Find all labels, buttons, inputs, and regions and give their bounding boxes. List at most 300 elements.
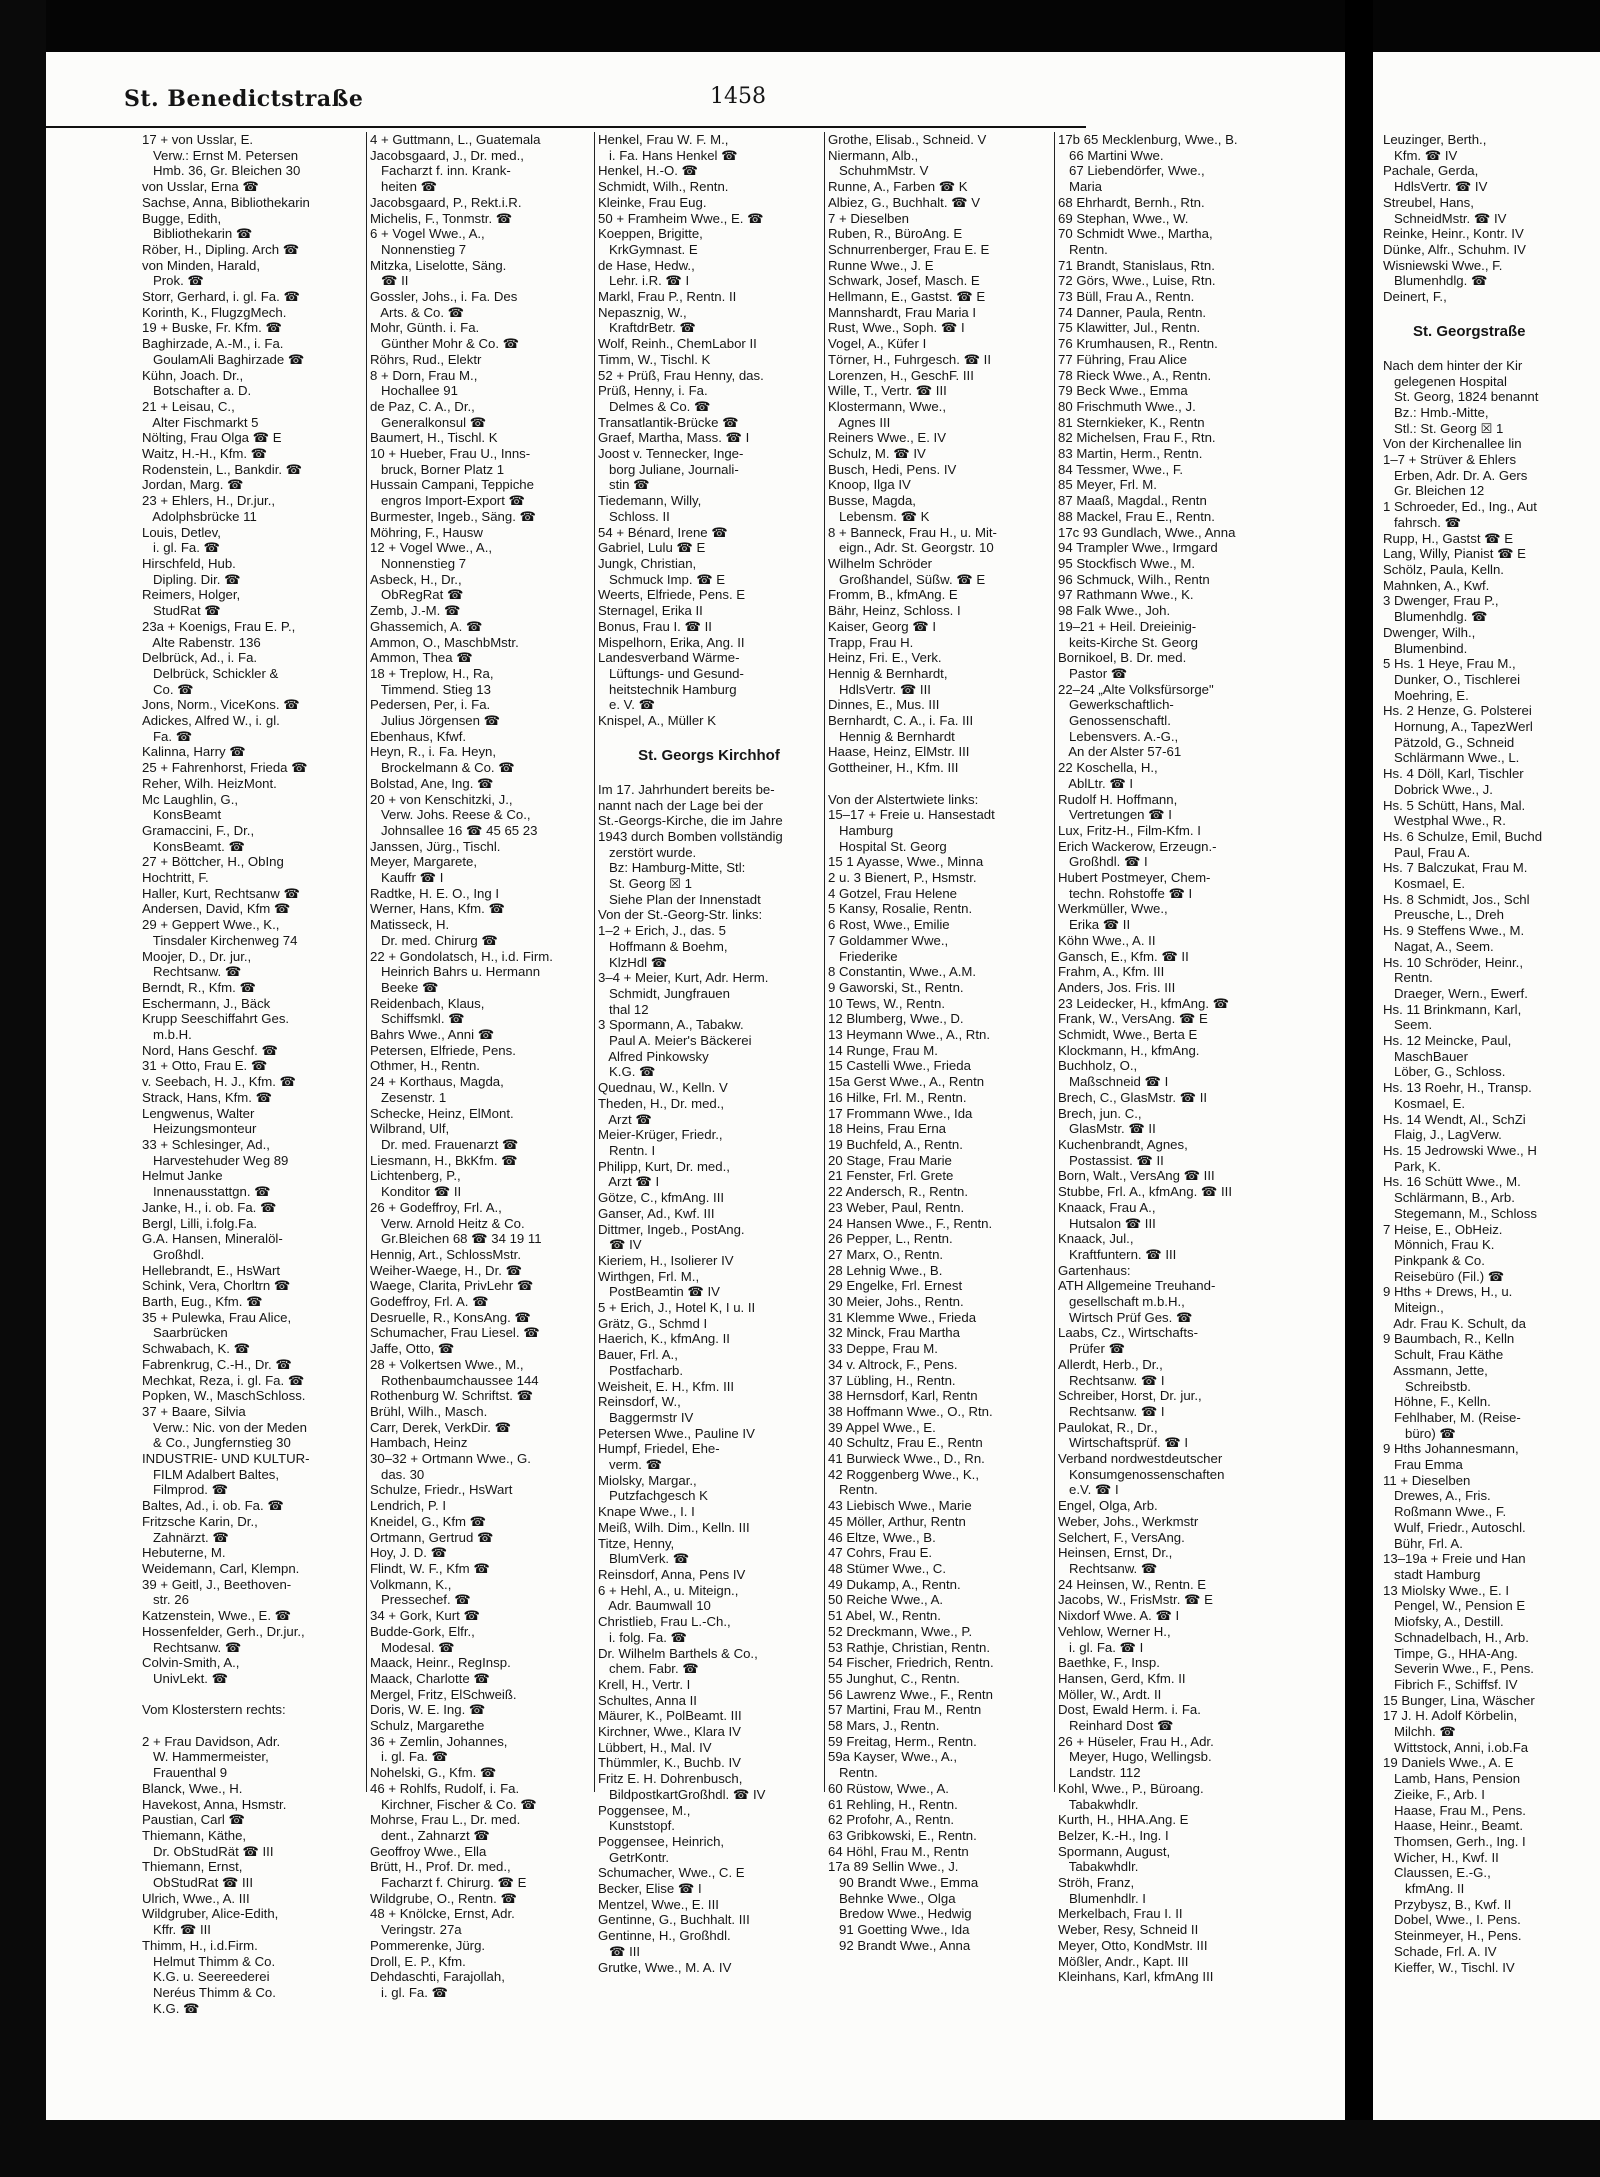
directory-entry: 82 Michelsen, Frau F., Rtn. bbox=[1058, 430, 1216, 446]
directory-entry: Hs. 4 Döll, Karl, Tischler bbox=[1383, 766, 1524, 782]
directory-entry: Belzer, K.-H., Ing. I bbox=[1058, 1827, 1169, 1843]
directory-entry: Rupp, H., Gastst ☎ E bbox=[1383, 530, 1514, 546]
directory-entry: techn. Rohstoffe ☎ I bbox=[1058, 885, 1193, 901]
directory-entry: Arts. & Co. ☎ bbox=[370, 304, 465, 320]
directory-entry: Przybysz, B., Kwf. II bbox=[1383, 1896, 1512, 1912]
directory-entry: HdlsVertr. ☎ III bbox=[828, 681, 931, 697]
directory-entry: Henkel, H.-O. ☎ bbox=[598, 163, 698, 179]
directory-entry: Hmb. 36, Gr. Bleichen 30 bbox=[142, 163, 301, 179]
directory-entry: Petersen, Elfriede, Pens. bbox=[370, 1042, 516, 1058]
directory-entry: Hs. 6 Schulze, Emil, Buchd bbox=[1383, 828, 1543, 844]
directory-entry: 68 Ehrhardt, Bernh., Rtn. bbox=[1058, 194, 1205, 210]
directory-entry: Lebensvers. A.-G., bbox=[1058, 728, 1179, 744]
directory-entry: Prüfer ☎ bbox=[1058, 1341, 1125, 1357]
directory-entry: Erben, Adr. Dr. A. Gers bbox=[1383, 467, 1528, 483]
directory-entry: Burmester, Ingeb., Säng. ☎ bbox=[370, 508, 536, 524]
directory-entry: Knaack, Frau A., bbox=[1058, 1199, 1156, 1215]
directory-entry: str. 26 bbox=[142, 1592, 189, 1608]
directory-entry: Graef, Martha, Mass. ☎ I bbox=[598, 430, 750, 446]
directory-entry: Nonnenstieg 7 bbox=[370, 241, 467, 257]
directory-entry: 16 Hilke, Frl. M., Rentn. bbox=[828, 1089, 967, 1105]
directory-entry: Preusche, L., Dreh bbox=[1383, 907, 1504, 923]
directory-entry: Titze, Henny, bbox=[598, 1535, 675, 1551]
directory-entry: 10 Tews, W., Rentn. bbox=[828, 995, 946, 1011]
directory-entry: Ghassemich, A. ☎ bbox=[370, 618, 483, 634]
directory-entry: Louis, Detlev, bbox=[142, 524, 221, 540]
directory-entry: Jacobs, W., FrisMstr. ☎ E bbox=[1058, 1592, 1213, 1608]
directory-entry: Landesverband Wärme- bbox=[598, 650, 740, 666]
directory-entry: Hennig, Art., SchlossMstr. bbox=[370, 1246, 521, 1262]
directory-entry: 98 Falk Wwe., Joh. bbox=[1058, 603, 1171, 619]
directory-entry: Möller, W., Ardt. II bbox=[1058, 1686, 1162, 1702]
directory-entry: Facharzt f. Chirurg. ☎ E bbox=[370, 1875, 527, 1891]
directory-entry: Weisheit, E. H., Kfm. III bbox=[598, 1378, 735, 1394]
directory-entry: Arzt ☎ bbox=[598, 1111, 652, 1127]
directory-entry: Ammon, O., MaschbMstr. bbox=[370, 634, 519, 650]
directory-entry: Hs. 16 Schütt Wwe., M. bbox=[1383, 1174, 1521, 1190]
directory-entry: Wittstock, Anni, i.ob.Fa bbox=[1383, 1739, 1529, 1755]
directory-entry: Haase, Frau M., Pens. bbox=[1383, 1802, 1526, 1818]
column-divider bbox=[366, 132, 367, 1792]
directory-entry: Von der Alstertwiete links: bbox=[828, 791, 979, 807]
directory-entry: Spormann, August, bbox=[1058, 1843, 1171, 1859]
directory-entry: Schmuck Imp. ☎ E bbox=[598, 571, 726, 587]
directory-entry: 8 + Dorn, Frau M., bbox=[370, 367, 478, 383]
directory-entry bbox=[598, 729, 820, 745]
directory-entry: Schiffsmkl. ☎ bbox=[370, 1011, 465, 1027]
directory-entry: Gottheiner, H., Kfm. III bbox=[828, 760, 959, 776]
directory-entry: 69 Stephan, Wwe., W. bbox=[1058, 210, 1189, 226]
directory-entry: Kühn, Joach. Dr., bbox=[142, 367, 244, 383]
directory-entry: 76 Krumhausen, R., Rentn. bbox=[1058, 336, 1218, 352]
directory-entry: 24 + Korthaus, Magda, bbox=[370, 1074, 504, 1090]
directory-entry: Saarbrücken bbox=[142, 1325, 228, 1341]
directory-entry: Ortmann, Gertrud ☎ bbox=[370, 1529, 494, 1545]
directory-entry: Hs. 10 Schröder, Heinr., bbox=[1383, 954, 1523, 970]
directory-entry: Schulz, Margarethe bbox=[370, 1718, 485, 1734]
directory-entry: Miolsky, Margar., bbox=[598, 1472, 697, 1488]
directory-entry: Klostermann, Wwe., bbox=[828, 398, 946, 414]
directory-entry: Knoop, Ilga IV bbox=[828, 477, 911, 493]
directory-entry: Prüß, Henny, i. Fa. bbox=[598, 383, 708, 399]
directory-entry: Helmut Thimm & Co. bbox=[142, 1953, 276, 1969]
directory-entry: Poggensee, M., bbox=[598, 1802, 691, 1818]
directory-entry: 1–2 + Erich, J., das. 5 bbox=[598, 923, 726, 939]
directory-entry: 33 + Schlesinger, Ad., bbox=[142, 1137, 270, 1152]
directory-entry: Großhandel, Süßw. ☎ E bbox=[828, 571, 986, 587]
directory-entry: Bernhardt, C. A., i. Fa. III bbox=[828, 713, 974, 729]
directory-entry: büro) ☎ bbox=[1383, 1425, 1456, 1441]
directory-entry: Theden, H., Dr. med., bbox=[598, 1095, 725, 1111]
directory-entry: Im 17. Jahrhundert bereits be- bbox=[598, 781, 775, 797]
directory-entry: Grothe, Elisab., Schneid. V bbox=[828, 132, 987, 147]
directory-entry: Kalinna, Harry ☎ bbox=[142, 744, 246, 760]
directory-entry: 7 Heise, E., ObHeiz. bbox=[1383, 1221, 1503, 1237]
directory-entry: Rentn. bbox=[828, 1765, 878, 1781]
directory-entry: St.-Georgs-Kirche, die im Jahre bbox=[598, 813, 783, 829]
directory-entry: Anders, Jos. Fris. III bbox=[1058, 979, 1176, 995]
directory-entry: Jaffe, Otto, ☎ bbox=[370, 1341, 455, 1357]
directory-entry: Röhrs, Rud., Elektr bbox=[370, 351, 482, 367]
directory-entry: Tinsdaler Kirchenweg 74 bbox=[142, 932, 298, 948]
directory-entry: Schmidt, Wwe., Berta E bbox=[1058, 1027, 1198, 1043]
directory-entry: Pengel, W., Pension E bbox=[1383, 1598, 1526, 1614]
directory-entry: Beeke ☎ bbox=[370, 979, 439, 995]
directory-entry: Dr. ObStudRät ☎ III bbox=[142, 1843, 274, 1859]
directory-entry: Gartenhaus: bbox=[1058, 1262, 1131, 1278]
directory-entry: Rechtsanw. ☎ I bbox=[1058, 1403, 1165, 1419]
directory-entry: Bonus, Frau I. ☎ II bbox=[598, 618, 712, 634]
directory-entry: Laabs, Cz., Wirtschafts- bbox=[1058, 1325, 1198, 1341]
directory-entry: Kffr. ☎ III bbox=[142, 1922, 211, 1938]
directory-entry: Frauenthal 9 bbox=[142, 1765, 228, 1781]
directory-entry: 12 + Vogel Wwe., A., bbox=[370, 540, 493, 556]
directory-entry: AblLtr. ☎ I bbox=[1058, 775, 1134, 791]
directory-entry: Rudolf H. Hoffmann, bbox=[1058, 791, 1178, 807]
directory-entry: Koeppen, Brigitte, bbox=[598, 226, 703, 242]
directory-entry: de Paz, C. A., Dr., bbox=[370, 398, 475, 414]
directory-entry: 18 Heins, Frau Erna bbox=[828, 1121, 947, 1137]
directory-entry: Dipling. Dir. ☎ bbox=[142, 571, 241, 587]
directory-entry: e. V. ☎ bbox=[598, 697, 655, 713]
directory-entry: 20 Stage, Frau Marie bbox=[828, 1152, 952, 1168]
directory-entry: Schlärmann Wwe., L. bbox=[1383, 750, 1520, 766]
directory-entry: Hochtritt, F. bbox=[142, 870, 209, 886]
directory-entry: ObRegRat ☎ bbox=[370, 587, 464, 603]
directory-entry: Hs. 9 Steffens Wwe., M. bbox=[1383, 923, 1525, 939]
directory-entry: 2 + Frau Davidson, Adr. bbox=[142, 1733, 281, 1749]
directory-entry: Dr. med. Frauenarzt ☎ bbox=[370, 1137, 519, 1152]
directory-entry: Hebuterne, M. bbox=[142, 1545, 226, 1561]
directory-entry: Meyer, Margarete, bbox=[370, 854, 478, 870]
directory-entry: K.G. u. Seereederei bbox=[142, 1969, 270, 1985]
header-rule bbox=[46, 126, 1086, 128]
directory-entry: 12 Blumberg, Wwe., D. bbox=[828, 1011, 964, 1027]
directory-entry: Gramaccini, F., Dr., bbox=[142, 822, 255, 838]
directory-entry: 10 + Hueber, Frau U., Inns- bbox=[370, 446, 531, 462]
directory-entry: 22 + Gondolatsch, H., i.d. Firm. bbox=[370, 948, 553, 964]
directory-entry: 96 Schmuck, Wilh., Rentn bbox=[1058, 571, 1210, 587]
directory-entry: 2 u. 3 Bienert, P., Hsmstr. bbox=[828, 870, 977, 886]
directory-entry: Harvestehuder Weg 89 bbox=[142, 1152, 289, 1168]
directory-entry: Dünke, Alfr., Schuhm. IV bbox=[1383, 241, 1526, 257]
directory-entry: Lengwenus, Walter bbox=[142, 1105, 255, 1121]
right-page-column bbox=[1383, 132, 1600, 1975]
directory-entry: Adickes, Alfred W., i. gl. bbox=[142, 713, 280, 729]
directory-entry: Schumacher, Wwe., C. E bbox=[598, 1865, 745, 1881]
directory-entry bbox=[598, 766, 820, 782]
directory-entry: Mäurer, K., PolBeamt. III bbox=[598, 1708, 742, 1724]
directory-entry: Frahm, A., Kfm. III bbox=[1058, 964, 1165, 980]
directory-entry: Maack, Heinr., RegInsp. bbox=[370, 1655, 511, 1671]
directory-entry: 54 Fischer, Friedrich, Rentn. bbox=[828, 1655, 994, 1671]
directory-entry: Mohrse, Frau L., Dr. med. bbox=[370, 1812, 521, 1828]
directory-entry: Draeger, Wern., Ewerf. bbox=[1383, 985, 1528, 1001]
directory-entry: Reimers, Holger, bbox=[142, 587, 241, 603]
directory-entry: Heinrich Bahrs u. Hermann bbox=[370, 964, 541, 980]
directory-entry: 21 Fenster, Frl. Grete bbox=[828, 1168, 954, 1184]
directory-entry: Othmer, H., Rentn. bbox=[370, 1058, 480, 1074]
directory-entry: Katzenstein, Wwe., E. ☎ bbox=[142, 1608, 292, 1624]
directory-entry: 19 Daniels Wwe., A. E bbox=[1383, 1755, 1514, 1771]
directory-entry: Von der St.-Georg-Str. links: bbox=[598, 907, 763, 923]
directory-entry: Hochallee 91 bbox=[370, 383, 458, 399]
directory-entry: Hossenfelder, Gerh., Dr.jur., bbox=[142, 1623, 305, 1639]
directory-entry: Gewerkschaftlich- bbox=[1058, 697, 1174, 713]
directory-entry: Schink, Vera, Chorltrn ☎ bbox=[142, 1278, 291, 1294]
directory-entry: 28 + Volkertsen Wwe., M., bbox=[370, 1356, 524, 1372]
directory-entry: Kohl, Wwe., P., Büroang. bbox=[1058, 1780, 1204, 1796]
directory-entry: Kuchenbrandt, Agnes, bbox=[1058, 1137, 1188, 1152]
directory-entry: e.V. ☎ I bbox=[1058, 1482, 1119, 1498]
directory-entry: 81 Sternkieker, K., Rentn bbox=[1058, 414, 1205, 430]
directory-entry: FILM Adalbert Baltes, bbox=[142, 1466, 280, 1482]
directory-entry: Dr. Wilhelm Barthels & Co., bbox=[598, 1645, 758, 1661]
directory-entry: 50 + Framheim Wwe., E. ☎ bbox=[598, 210, 764, 226]
directory-entry: Pinkpank & Co. bbox=[1383, 1252, 1485, 1268]
directory-entry: Becker, Elise ☎ I bbox=[598, 1881, 702, 1897]
directory-entry: Knaack, Jul., bbox=[1058, 1231, 1134, 1247]
directory-entry: Ulrich, Wwe., A. III bbox=[142, 1890, 250, 1906]
directory-entry: Kieriem, H., Isolierer IV bbox=[598, 1252, 734, 1268]
directory-entry: kfmAng. II bbox=[1383, 1881, 1465, 1897]
directory-entry: KrkGymnast. E bbox=[598, 241, 698, 257]
directory-entry: Paulokat, R., Dr., bbox=[1058, 1419, 1158, 1435]
directory-entry: dent., Zahnarzt ☎ bbox=[370, 1827, 490, 1843]
directory-entry: 72 Görs, Wwe., Luise, Rtn. bbox=[1058, 273, 1216, 289]
directory-entry: Hambach, Heinz bbox=[370, 1435, 468, 1451]
column-2 bbox=[370, 132, 590, 2112]
directory-entry: GoulamAli Baghirzade ☎ bbox=[142, 351, 305, 367]
directory-entry: Wilbrand, Ulf, bbox=[370, 1121, 450, 1137]
column-divider bbox=[824, 132, 825, 1792]
directory-entry: 15 1 Ayasse, Wwe., Minna bbox=[828, 854, 984, 870]
directory-entry: Delbrück, Ad., i. Fa. bbox=[142, 650, 258, 666]
directory-entry: Andersen, David, Kfm ☎ bbox=[142, 901, 291, 917]
directory-entry: 88 Mackel, Frau E., Rentn. bbox=[1058, 508, 1215, 524]
directory-entry: Barth, Eug., Kfm. ☎ bbox=[142, 1294, 263, 1310]
directory-entry: Kieffer, W., Tischl. IV bbox=[1383, 1959, 1515, 1975]
directory-entry: 8 + Banneck, Frau H., u. Mit- bbox=[828, 524, 997, 540]
directory-entry: Hellmann, E., Gastst. ☎ E bbox=[828, 289, 986, 305]
directory-entry: ☎ III bbox=[598, 1943, 641, 1959]
directory-entry: Mönnich, Frau K. bbox=[1383, 1237, 1495, 1253]
directory-entry: Ammon, Thea ☎ bbox=[370, 650, 473, 666]
directory-entry: 13 Miolsky Wwe., E. I bbox=[1383, 1582, 1510, 1598]
directory-entry: Julius Jörgensen ☎ bbox=[370, 713, 501, 729]
directory-entry: 71 Brandt, Stanislaus, Rtn. bbox=[1058, 257, 1215, 273]
directory-entry: 15 Bunger, Lina, Wäscher bbox=[1383, 1692, 1535, 1708]
directory-entry: Nord, Hans Geschf. ☎ bbox=[142, 1042, 278, 1058]
directory-entry: Kleinhans, Karl, kfmAng III bbox=[1058, 1969, 1214, 1985]
directory-entry: Weber, Johs., Werkmstr bbox=[1058, 1513, 1199, 1529]
directory-entry: Filmprod. ☎ bbox=[142, 1482, 229, 1498]
directory-entry: Genossenschaftl. bbox=[1058, 713, 1171, 729]
directory-entry: 8 Constantin, Wwe., A.M. bbox=[828, 964, 977, 980]
directory-entry: 28 Lehnig Wwe., B. bbox=[828, 1262, 943, 1278]
directory-entry: Schlärmann, B., Arb. bbox=[1383, 1190, 1515, 1206]
directory-entry: Schnadelbach, H., Arb. bbox=[1383, 1629, 1529, 1645]
directory-entry: Blumenbind. bbox=[1383, 640, 1468, 656]
directory-entry: Wirtschaftsprüf. ☎ I bbox=[1058, 1435, 1189, 1451]
directory-entry: 11 + Dieselben bbox=[1383, 1472, 1471, 1488]
directory-entry: Gentinne, G., Buchhalt. III bbox=[598, 1912, 750, 1928]
directory-entry: Vertretungen ☎ I bbox=[1058, 807, 1172, 823]
directory-entry: 1–7 + Strüver & Ehlers bbox=[1383, 452, 1517, 468]
directory-entry: Baggermstr IV bbox=[598, 1409, 694, 1425]
directory-entry: Drewes, A., Fris. bbox=[1383, 1488, 1491, 1504]
page-header bbox=[80, 80, 1320, 116]
directory-entry: 48 + Knölcke, Ernst, Adr. bbox=[370, 1906, 515, 1922]
directory-entry: Alte Rabenstr. 136 bbox=[142, 634, 261, 650]
directory-entry: Jordan, Marg. ☎ bbox=[142, 477, 244, 493]
directory-entry: 50 Reiche Wwe., A. bbox=[828, 1592, 944, 1608]
directory-entry: 24 Heinsen, W., Rentn. E bbox=[1058, 1576, 1207, 1592]
directory-entry: Schreibstb. bbox=[1383, 1378, 1471, 1394]
directory-entry: 94 Trampler Wwe., Irmgard bbox=[1058, 540, 1218, 556]
directory-entry: Co. ☎ bbox=[142, 681, 194, 697]
directory-entry: Kaiser, Georg ☎ I bbox=[828, 618, 937, 634]
directory-entry: Konsumgenossenschaften bbox=[1058, 1466, 1225, 1482]
directory-entry: Rechtsanw. ☎ I bbox=[1058, 1372, 1165, 1388]
directory-entry: Eschermann, J., Bäck bbox=[142, 995, 271, 1011]
directory-entry: Nonnenstieg 7 bbox=[370, 555, 467, 571]
directory-entry: Radtke, H. E. O., Ing I bbox=[370, 885, 499, 901]
directory-entry: Schmidt, Wilh., Rentn. bbox=[598, 179, 729, 195]
directory-entry: Werkmüller, Wwe., bbox=[1058, 901, 1168, 917]
directory-entry: Lang, Willy, Pianist ☎ E bbox=[1383, 546, 1526, 562]
directory-entry: Brech, jun. C., bbox=[1058, 1105, 1142, 1121]
directory-entry: 67 Liebendörfer, Wwe., bbox=[1058, 163, 1205, 179]
directory-entry: HdlsVertr. ☎ IV bbox=[1383, 179, 1488, 195]
directory-entry: 6 + Hehl, A., u. Miteign., bbox=[598, 1582, 739, 1598]
directory-entry: stin ☎ bbox=[598, 477, 650, 493]
directory-entry: Schwark, Josef, Masch. E bbox=[828, 273, 980, 289]
directory-entry: Vogel, A., Küfer I bbox=[828, 336, 927, 352]
directory-entry: Niermann, Alb., bbox=[828, 147, 919, 163]
directory-entry: Zieike, F., Arb. I bbox=[1383, 1786, 1485, 1802]
directory-entry: Waitz, H.-H., Kfm. ☎ bbox=[142, 446, 268, 462]
directory-entry: Reher, Wilh. HeizMont. bbox=[142, 775, 277, 791]
directory-entry: Höhne, F., Kelln. bbox=[1383, 1394, 1491, 1410]
directory-entry: Schultes, Anna II bbox=[598, 1692, 697, 1708]
directory-entry: Mahnken, A., Kwf. bbox=[1383, 577, 1490, 593]
directory-entry: engros Import-Export ☎ bbox=[370, 493, 525, 509]
directory-entry: Gr. Bleichen 12 bbox=[1383, 483, 1485, 499]
section-heading: St. Georgstraße bbox=[1413, 323, 1526, 341]
directory-entry: 23 + Ehlers, H., Dr.jur., bbox=[142, 493, 276, 509]
directory-entry: gesellschaft m.b.H., bbox=[1058, 1294, 1185, 1310]
directory-entry: Hs. 5 Schütt, Hans, Mal. bbox=[1383, 797, 1526, 813]
directory-entry: Meyer, Otto, KondMstr. III bbox=[1058, 1937, 1208, 1953]
directory-entry: 6 + Vogel Wwe., A., bbox=[370, 226, 485, 242]
directory-entry bbox=[828, 776, 1050, 792]
directory-entry: Adr. Frau K. Schult, da bbox=[1383, 1315, 1526, 1331]
directory-entry: Großhdl. ☎ I bbox=[1058, 854, 1148, 870]
directory-entry: Verw.: Nic. von der Meden bbox=[142, 1419, 307, 1435]
directory-entry: Röber, H., Dipling. Arch ☎ bbox=[142, 241, 300, 257]
directory-entry: 66 Martini Wwe. bbox=[1058, 147, 1164, 163]
directory-entry: Mitzka, Liselotte, Säng. bbox=[370, 257, 507, 273]
directory-entry: Tiedemann, Willy, bbox=[598, 493, 702, 509]
directory-entry: Dehdaschti, Farajollah, bbox=[370, 1969, 505, 1985]
directory-entry: Putzfachgesch K bbox=[598, 1488, 708, 1504]
directory-entry: Popken, W., MaschSchloss. bbox=[142, 1388, 306, 1404]
directory-entry: Brütt, H., Prof. Dr. med., bbox=[370, 1859, 511, 1875]
directory-entry: Hubert Postmeyer, Chem- bbox=[1058, 870, 1211, 886]
directory-entry: Wildgrube, O., Rentn. ☎ bbox=[370, 1890, 517, 1906]
directory-entry: Nepasznig, W., bbox=[598, 304, 687, 320]
directory-entry: Hs. 7 Balczukat, Frau M. bbox=[1383, 860, 1528, 876]
directory-entry: Budde-Gork, Elfr., bbox=[370, 1623, 475, 1639]
directory-entry: 80 Frischmuth Wwe., J. bbox=[1058, 398, 1196, 414]
directory-entry: 9 Hths Johannesmann, bbox=[1383, 1441, 1519, 1457]
directory-entry: von Minden, Harald, bbox=[142, 257, 261, 273]
directory-entry: Strack, Hans, Kfm. ☎ bbox=[142, 1089, 273, 1105]
directory-entry: Schumacher, Frau Liesel. ☎ bbox=[370, 1325, 540, 1341]
directory-entry: 17c 93 Gundlach, Wwe., Anna bbox=[1058, 524, 1236, 540]
directory-entry: Kurth, H., HHA.Ang. E bbox=[1058, 1812, 1189, 1828]
directory-entry: 62 Profohr, A., Rentn. bbox=[828, 1812, 955, 1828]
directory-entry: 9 Hths + Drews, H., u. bbox=[1383, 1284, 1513, 1300]
directory-entry: Maßschneid ☎ I bbox=[1058, 1074, 1169, 1090]
directory-entry: 4 Gotzel, Frau Helene bbox=[828, 885, 958, 901]
street-title: St. Benedictstraße bbox=[124, 86, 364, 112]
directory-entry: Schölz, Paula, Kelln. bbox=[1383, 561, 1504, 577]
directory-entry: Wildgruber, Alice-Edith, bbox=[142, 1906, 279, 1922]
directory-entry: Christlieb, Frau L.-Ch., bbox=[598, 1614, 731, 1630]
directory-entry: Hoy, J. D. ☎ bbox=[370, 1545, 447, 1561]
directory-entry: Hennig & Bernhardt, bbox=[828, 665, 948, 681]
directory-entry: Törner, H., Fuhrgesch. ☎ II bbox=[828, 351, 992, 367]
directory-entry: 5 Hs. 1 Heye, Frau M., bbox=[1383, 656, 1516, 672]
directory-entry: Frau Emma bbox=[1383, 1457, 1463, 1473]
directory-entry: Verw. Johs. Reese & Co., bbox=[370, 807, 531, 823]
directory-entry: Mößler, Andr., Kapt. III bbox=[1058, 1953, 1189, 1969]
directory-entry: Rodenstein, L., Bankdir. ☎ bbox=[142, 461, 303, 477]
directory-entry: 31 Klemme Wwe., Frieda bbox=[828, 1309, 977, 1325]
directory-entry: 15a Gerst Wwe., A., Rentn bbox=[828, 1074, 985, 1090]
directory-entry: Lehr. i.R. ☎ I bbox=[598, 273, 690, 289]
directory-entry: Hs. 2 Henze, G. Polsterei bbox=[1383, 703, 1532, 719]
directory-entry: Steinmeyer, H., Pens. bbox=[1383, 1928, 1522, 1944]
directory-entry: stadt Hamburg bbox=[1383, 1566, 1481, 1582]
directory-entry: Erika ☎ II bbox=[1058, 917, 1131, 933]
directory-entry: MaschBauer bbox=[1383, 1048, 1469, 1064]
directory-entry: Severin Wwe., F., Pens. bbox=[1383, 1661, 1534, 1677]
directory-entry: 23a + Koenigs, Frau E. P., bbox=[142, 618, 296, 634]
directory-entry: Colvin-Smith, A., bbox=[142, 1655, 240, 1671]
directory-entry: Gentinne, H., Großhdl. bbox=[598, 1928, 731, 1944]
directory-entry: Bahrs Wwe., Anni ☎ bbox=[370, 1027, 495, 1043]
directory-entry: Fritzsche Karin, Dr., bbox=[142, 1513, 258, 1529]
directory-entry: Landstr. 112 bbox=[1058, 1765, 1141, 1781]
directory-entry: Paul, Frau A. bbox=[1383, 844, 1471, 860]
directory-entry: Blanck, Wwe., H. bbox=[142, 1780, 243, 1796]
directory-entry: Zemb, J.-M. ☎ bbox=[370, 603, 461, 619]
directory-entry: Philipp, Kurt, Dr. med., bbox=[598, 1158, 730, 1174]
directory-entry: Johnsallee 16 ☎ 45 65 23 bbox=[370, 822, 538, 838]
directory-entry: Hansen, Gerd, Kfm. II bbox=[1058, 1670, 1186, 1686]
directory-entry: 35 + Pulewka, Frau Alice, bbox=[142, 1309, 292, 1325]
directory-entry: Heizungsmonteur bbox=[142, 1121, 257, 1137]
directory-entry: Schulze, Friedr., HsWart bbox=[370, 1482, 513, 1498]
directory-entry: Hs. 14 Wendt, Al., SchZi bbox=[1383, 1111, 1526, 1127]
directory-entry: 43 Liebisch Wwe., Marie bbox=[828, 1498, 972, 1514]
column-5 bbox=[1058, 132, 1298, 2112]
directory-entry: Kirchner, Fischer & Co. ☎ bbox=[370, 1796, 537, 1812]
directory-entry: 4 + Guttmann, L., Guatemala bbox=[370, 132, 541, 147]
